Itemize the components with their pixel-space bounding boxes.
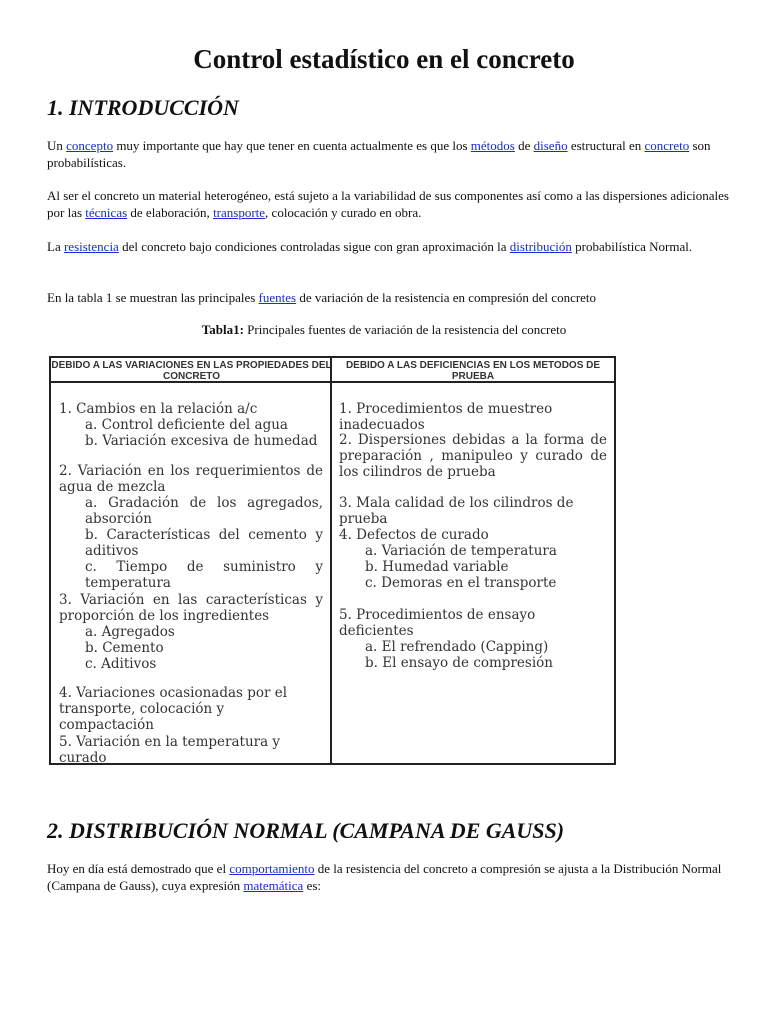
list-subitem: a. Gradación de los agregados, absorción	[85, 495, 323, 527]
list-item: 1. Cambios en la relación a/c	[59, 401, 258, 417]
link-distribucion[interactable]: distribución	[509, 239, 572, 254]
text: probabilística Normal.	[571, 239, 693, 254]
link-tecnicas[interactable]: técnicas	[85, 205, 128, 220]
link-transporte[interactable]: transporte	[213, 205, 266, 220]
right-item-1	[339, 401, 607, 433]
left-item-3	[59, 592, 323, 672]
paragraph-1	[47, 137, 737, 171]
section-heading-distribucion-normal: 2. DISTRIBUCIÓN NORMAL (CAMPANA DE GAUSS)	[47, 818, 565, 843]
caption-label: Tabla1:	[201, 322, 244, 337]
text: muy importante que hay que tener en cuenta actualmente es que los	[113, 138, 471, 153]
text: de la resistencia del concreto a compresión se ajusta a la Distribución Normal (Campana de Gauss), cuya expresión	[47, 861, 722, 893]
page-title: Control estadístico en el concreto	[193, 44, 575, 74]
text: Hoy en día está demostrado que el	[47, 861, 230, 876]
list-item: 1. Procedimientos de muestreo inadecuados	[339, 401, 553, 433]
list-subitem: c. Demoras en el transporte	[365, 575, 557, 591]
text: del concreto bajo condiciones controladas sigue con gran aproximación la	[118, 239, 510, 254]
right-item-4	[339, 527, 607, 591]
text: La	[47, 239, 64, 254]
list-subitem: a. El refrendado (Capping)	[365, 639, 549, 655]
text: Al ser el concreto un material heterogéneo, está sujeto a la variabilidad de sus componentes así como a las dispersiones adicionales por las	[47, 188, 729, 220]
list-item: 2. Variación en los requerimientos de agua de mezcla	[59, 463, 323, 495]
list-item: 4. Variaciones ocasionadas por el transporte, colocación y compactación	[59, 685, 288, 733]
paragraph-4	[47, 289, 737, 306]
link-resistencia[interactable]: resistencia	[63, 239, 119, 254]
list-item: 4. Defectos de curado	[339, 527, 489, 543]
link-concreto[interactable]: concreto	[644, 138, 690, 153]
left-item-1	[59, 401, 323, 449]
right-item-3	[339, 495, 607, 527]
link-matematica[interactable]: matemática	[243, 878, 304, 893]
list-subitem: b. Humedad variable	[365, 559, 509, 575]
list-subitem: c. Tiempo de suministro y temperatura	[85, 559, 323, 591]
right-item-5	[339, 607, 607, 671]
text: de elaboración,	[127, 205, 214, 220]
list-subitem: a. Control deficiente del agua	[85, 417, 288, 433]
list-item: 5. Procedimientos de ensayo deficientes	[339, 607, 536, 639]
text: de	[514, 138, 534, 153]
table-header-right: DEBIDO A LAS DEFICIENCIAS EN LOS METODOS DE PRUEBA	[332, 358, 614, 383]
text: de variación de la resistencia en compresión del concreto	[296, 290, 597, 305]
list-subitem: b. Cemento	[85, 640, 164, 656]
paragraph-3	[47, 238, 737, 255]
link-fuentes[interactable]: fuentes	[258, 290, 297, 305]
table-caption	[0, 322, 768, 338]
table-header-left: DEBIDO A LAS VARIACIONES EN LAS PROPIEDADES DEL CONCRETO	[51, 360, 332, 382]
list-item: 5. Variación en la temperatura y curado	[59, 734, 281, 766]
left-item-4	[59, 685, 323, 733]
list-subitem: b. Características del cemento y aditivos	[85, 527, 323, 559]
list-subitem: b. El ensayo de compresión	[365, 655, 553, 671]
caption-text: Principales fuentes de variación de la resistencia del concreto	[243, 322, 567, 337]
left-item-2	[59, 463, 323, 591]
list-subitem: c. Aditivos	[85, 656, 157, 672]
list-subitem: b. Variación excesiva de humedad	[85, 433, 318, 449]
list-item: 3. Variación en las características y proporción de los ingredientes	[59, 592, 323, 624]
text: En la tabla 1 se muestran las principales	[47, 290, 259, 305]
list-item: 2. Dispersiones debidas a la forma de preparación , manipuleo y curado de los cilindros de prueba	[339, 432, 607, 480]
list-item: 3. Mala calidad de los cilindros de prueba	[339, 495, 574, 527]
variation-sources-table	[49, 356, 616, 765]
text: Un	[47, 138, 67, 153]
text: es:	[303, 878, 322, 893]
link-metodos[interactable]: métodos	[470, 138, 515, 153]
text: son probabilísticas.	[47, 138, 711, 170]
paragraph-5	[47, 860, 737, 894]
right-item-2	[339, 432, 607, 480]
link-concepto[interactable]: concepto	[66, 138, 114, 153]
section-heading-introduccion: 1. INTRODUCCIÓN	[47, 95, 239, 120]
link-comportamiento[interactable]: comportamiento	[229, 861, 315, 876]
list-subitem: a. Variación de temperatura	[365, 543, 557, 559]
link-diseno[interactable]: diseño	[533, 138, 568, 153]
column-divider	[330, 358, 332, 763]
text: estructural en	[567, 138, 645, 153]
left-item-5	[59, 734, 323, 766]
list-subitem: a. Agregados	[85, 624, 175, 640]
text: , colocación y curado en obra.	[265, 205, 422, 220]
paragraph-2	[47, 187, 737, 221]
